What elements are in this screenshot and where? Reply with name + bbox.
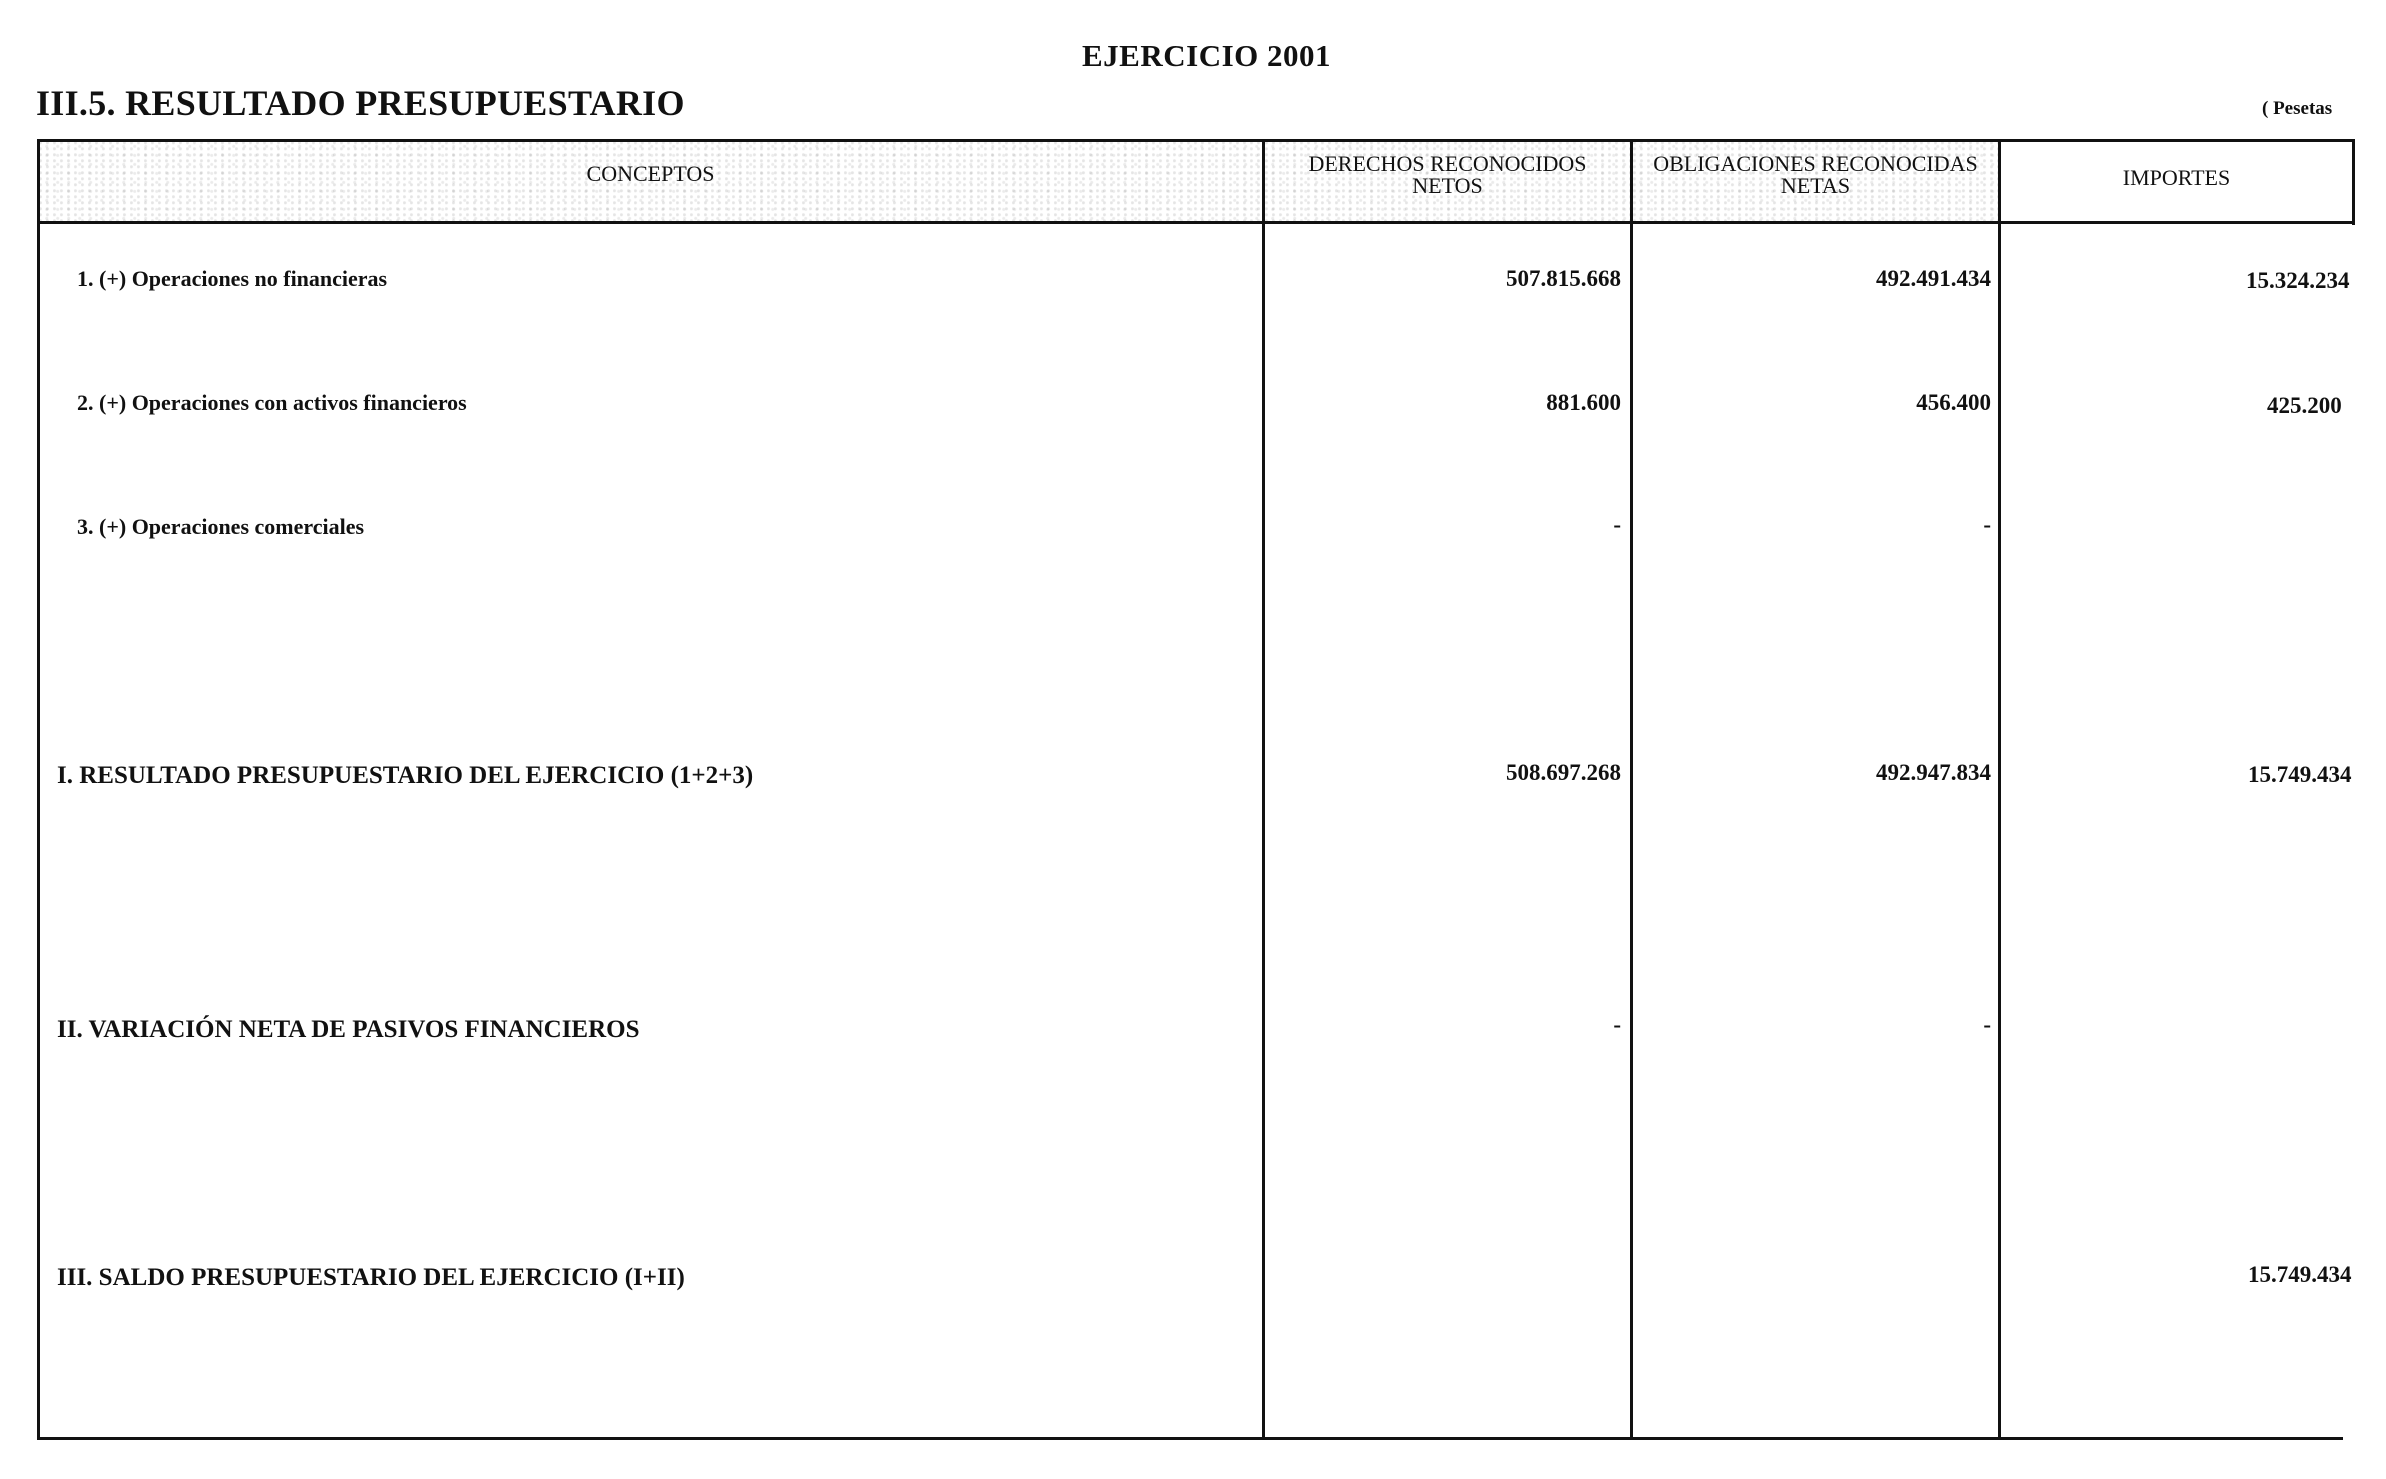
row-2-importe: 425.200 bbox=[2267, 393, 2342, 418]
column-header-conceptos: CONCEPTOS bbox=[586, 161, 715, 186]
row-1-derechos: 507.815.668 bbox=[1506, 266, 1621, 291]
row-label-saldo-presupuestario: III. SALDO PRESUPUESTARIO DEL EJERCICIO (I+II) bbox=[57, 1264, 685, 1291]
column-header-derechos-line1: DERECHOS RECONOCIDOS bbox=[1308, 151, 1587, 176]
column-header-obligaciones-line1: OBLIGACIONES RECONOCIDAS bbox=[1653, 151, 1978, 176]
table-left-border bbox=[37, 139, 40, 1440]
row-label-resultado-presupuestario: I. RESULTADO PRESUPUESTARIO DEL EJERCICIO (1+2+3) bbox=[57, 762, 754, 789]
report-title: III.5. RESULTADO PRESUPUESTARIO bbox=[36, 83, 685, 123]
row-label-operaciones-no-financieras: 1. (+) Operaciones no financieras bbox=[77, 266, 388, 291]
row-I-importe: 15.749.434 bbox=[2248, 762, 2352, 787]
row-1-importe: 15.324.234 bbox=[2246, 268, 2350, 293]
row-I-derechos: 508.697.268 bbox=[1506, 760, 1621, 785]
column-header-derechos bbox=[1265, 153, 1630, 197]
row-label-operaciones-comerciales: 3. (+) Operaciones comerciales bbox=[77, 514, 365, 539]
row-II-derechos: - bbox=[1613, 1012, 1621, 1037]
row-I-obligaciones: 492.947.834 bbox=[1876, 760, 1991, 785]
row-2-derechos: 881.600 bbox=[1546, 390, 1621, 415]
fiscal-year-heading: EJERCICIO 2001 bbox=[1082, 38, 1332, 73]
row-3-obligaciones: - bbox=[1983, 512, 1991, 537]
row-III-importe: 15.749.434 bbox=[2248, 1262, 2352, 1287]
row-label-operaciones-activos-financieros: 2. (+) Operaciones con activos financieros bbox=[77, 390, 467, 415]
column-divider-2 bbox=[1630, 139, 1633, 1440]
column-header-importes: IMPORTES bbox=[2122, 165, 2231, 190]
column-divider-3 bbox=[1998, 139, 2001, 1440]
row-label-variacion-pasivos: II. VARIACIÓN NETA DE PASIVOS FINANCIEROS bbox=[57, 1016, 640, 1043]
row-3-derechos: - bbox=[1613, 512, 1621, 537]
row-1-obligaciones: 492.491.434 bbox=[1876, 266, 1991, 291]
row-II-obligaciones: - bbox=[1983, 1012, 1991, 1037]
table-right-border bbox=[2352, 139, 2355, 225]
table-top-border bbox=[37, 139, 2355, 142]
row-2-obligaciones: 456.400 bbox=[1916, 390, 1991, 415]
column-divider-1 bbox=[1262, 139, 1265, 1440]
column-header-obligaciones-line2: NETAS bbox=[1780, 173, 1851, 198]
header-bottom-border bbox=[37, 221, 2355, 224]
column-header-obligaciones bbox=[1633, 153, 1998, 197]
column-header-derechos-line2: NETOS bbox=[1412, 173, 1483, 198]
currency-note: ( Pesetas bbox=[2262, 98, 2333, 119]
